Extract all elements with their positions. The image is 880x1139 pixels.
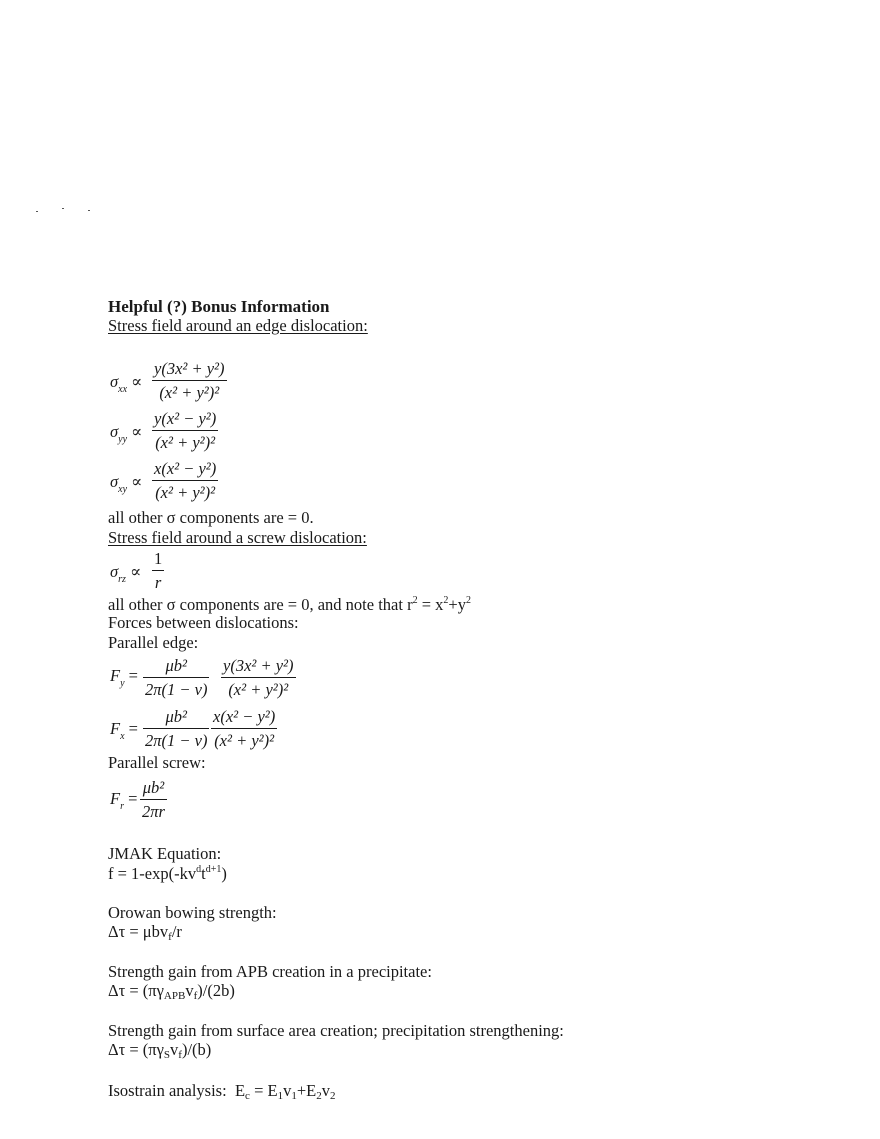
fr-fraction: μb² 2πr	[142, 778, 165, 821]
sigma-xy-fraction: x(x² − y²) (x² + y²)²	[154, 459, 217, 502]
forces-heading: Forces between dislocations:	[108, 613, 299, 632]
sigma-xx-fraction: y(3x² + y²) (x² + y²)²	[154, 359, 225, 402]
jmak-equation: $f = 1-\exp(-kv^dt^{d+1})$	[108, 864, 227, 883]
isostrain-line: Isostrain analysis: Ec = E1v1+E2v2	[108, 1081, 336, 1102]
fx-label: $F_x$ =	[110, 719, 138, 742]
sigma-rz-fraction: 1 r	[154, 549, 163, 592]
sigma-xx-label: $\sigma_{xx}$ ∝	[110, 372, 143, 395]
fy-fraction-1: μb² 2π(1 − ν)	[145, 656, 208, 699]
sigma-xy-label: $\sigma_{xy}$ ∝	[110, 472, 143, 495]
fy-label: $F_y$ =	[110, 666, 138, 689]
sigma-rz-label: $\sigma_{rz}$ ∝	[110, 562, 142, 585]
screw-note: all other σ components are = 0, and note that $r^2 = x^2+y^2$	[108, 595, 471, 614]
scan-artifact	[88, 210, 90, 211]
orowan-equation: Δτ = μbvf/r	[108, 922, 182, 943]
screw-heading: Stress field around a screw dislocation:	[108, 528, 367, 547]
surface-title: Strength gain from surface area creation; precipitation strengthening:	[108, 1021, 564, 1040]
apb-title: Strength gain from APB creation in a precipitate:	[108, 962, 432, 981]
edge-note: all other σ components are = 0.	[108, 508, 314, 527]
parallel-screw-label: Parallel screw:	[108, 753, 206, 772]
isostrain-title: Isostrain analysis:	[108, 1081, 227, 1100]
scan-artifact	[62, 208, 64, 209]
jmak-title: JMAK Equation:	[108, 844, 222, 863]
sigma-yy-fraction: y(x² − y²) (x² + y²)²	[154, 409, 217, 452]
edge-heading: Stress field around an edge dislocation:	[108, 316, 368, 335]
apb-equation: Δτ = (πγAPBvf)/(2b)	[108, 981, 235, 1002]
parallel-edge-label: Parallel edge:	[108, 633, 199, 652]
surface-equation: Δτ = (πγSvf)/(b)	[108, 1040, 212, 1061]
scan-artifact	[36, 211, 38, 212]
page-title: Helpful (?) Bonus Information	[108, 297, 330, 316]
fx-fraction-1: μb² 2π(1 − ν)	[145, 707, 208, 750]
orowan-title: Orowan bowing strength:	[108, 903, 277, 922]
fx-fraction-2: x(x² − y²) (x² + y²)²	[213, 707, 276, 750]
sigma-yy-label: $\sigma_{yy}$ ∝	[110, 422, 143, 445]
fy-fraction-2: y(3x² + y²) (x² + y²)²	[223, 656, 294, 699]
fr-label: $F_r$ =	[110, 789, 138, 812]
